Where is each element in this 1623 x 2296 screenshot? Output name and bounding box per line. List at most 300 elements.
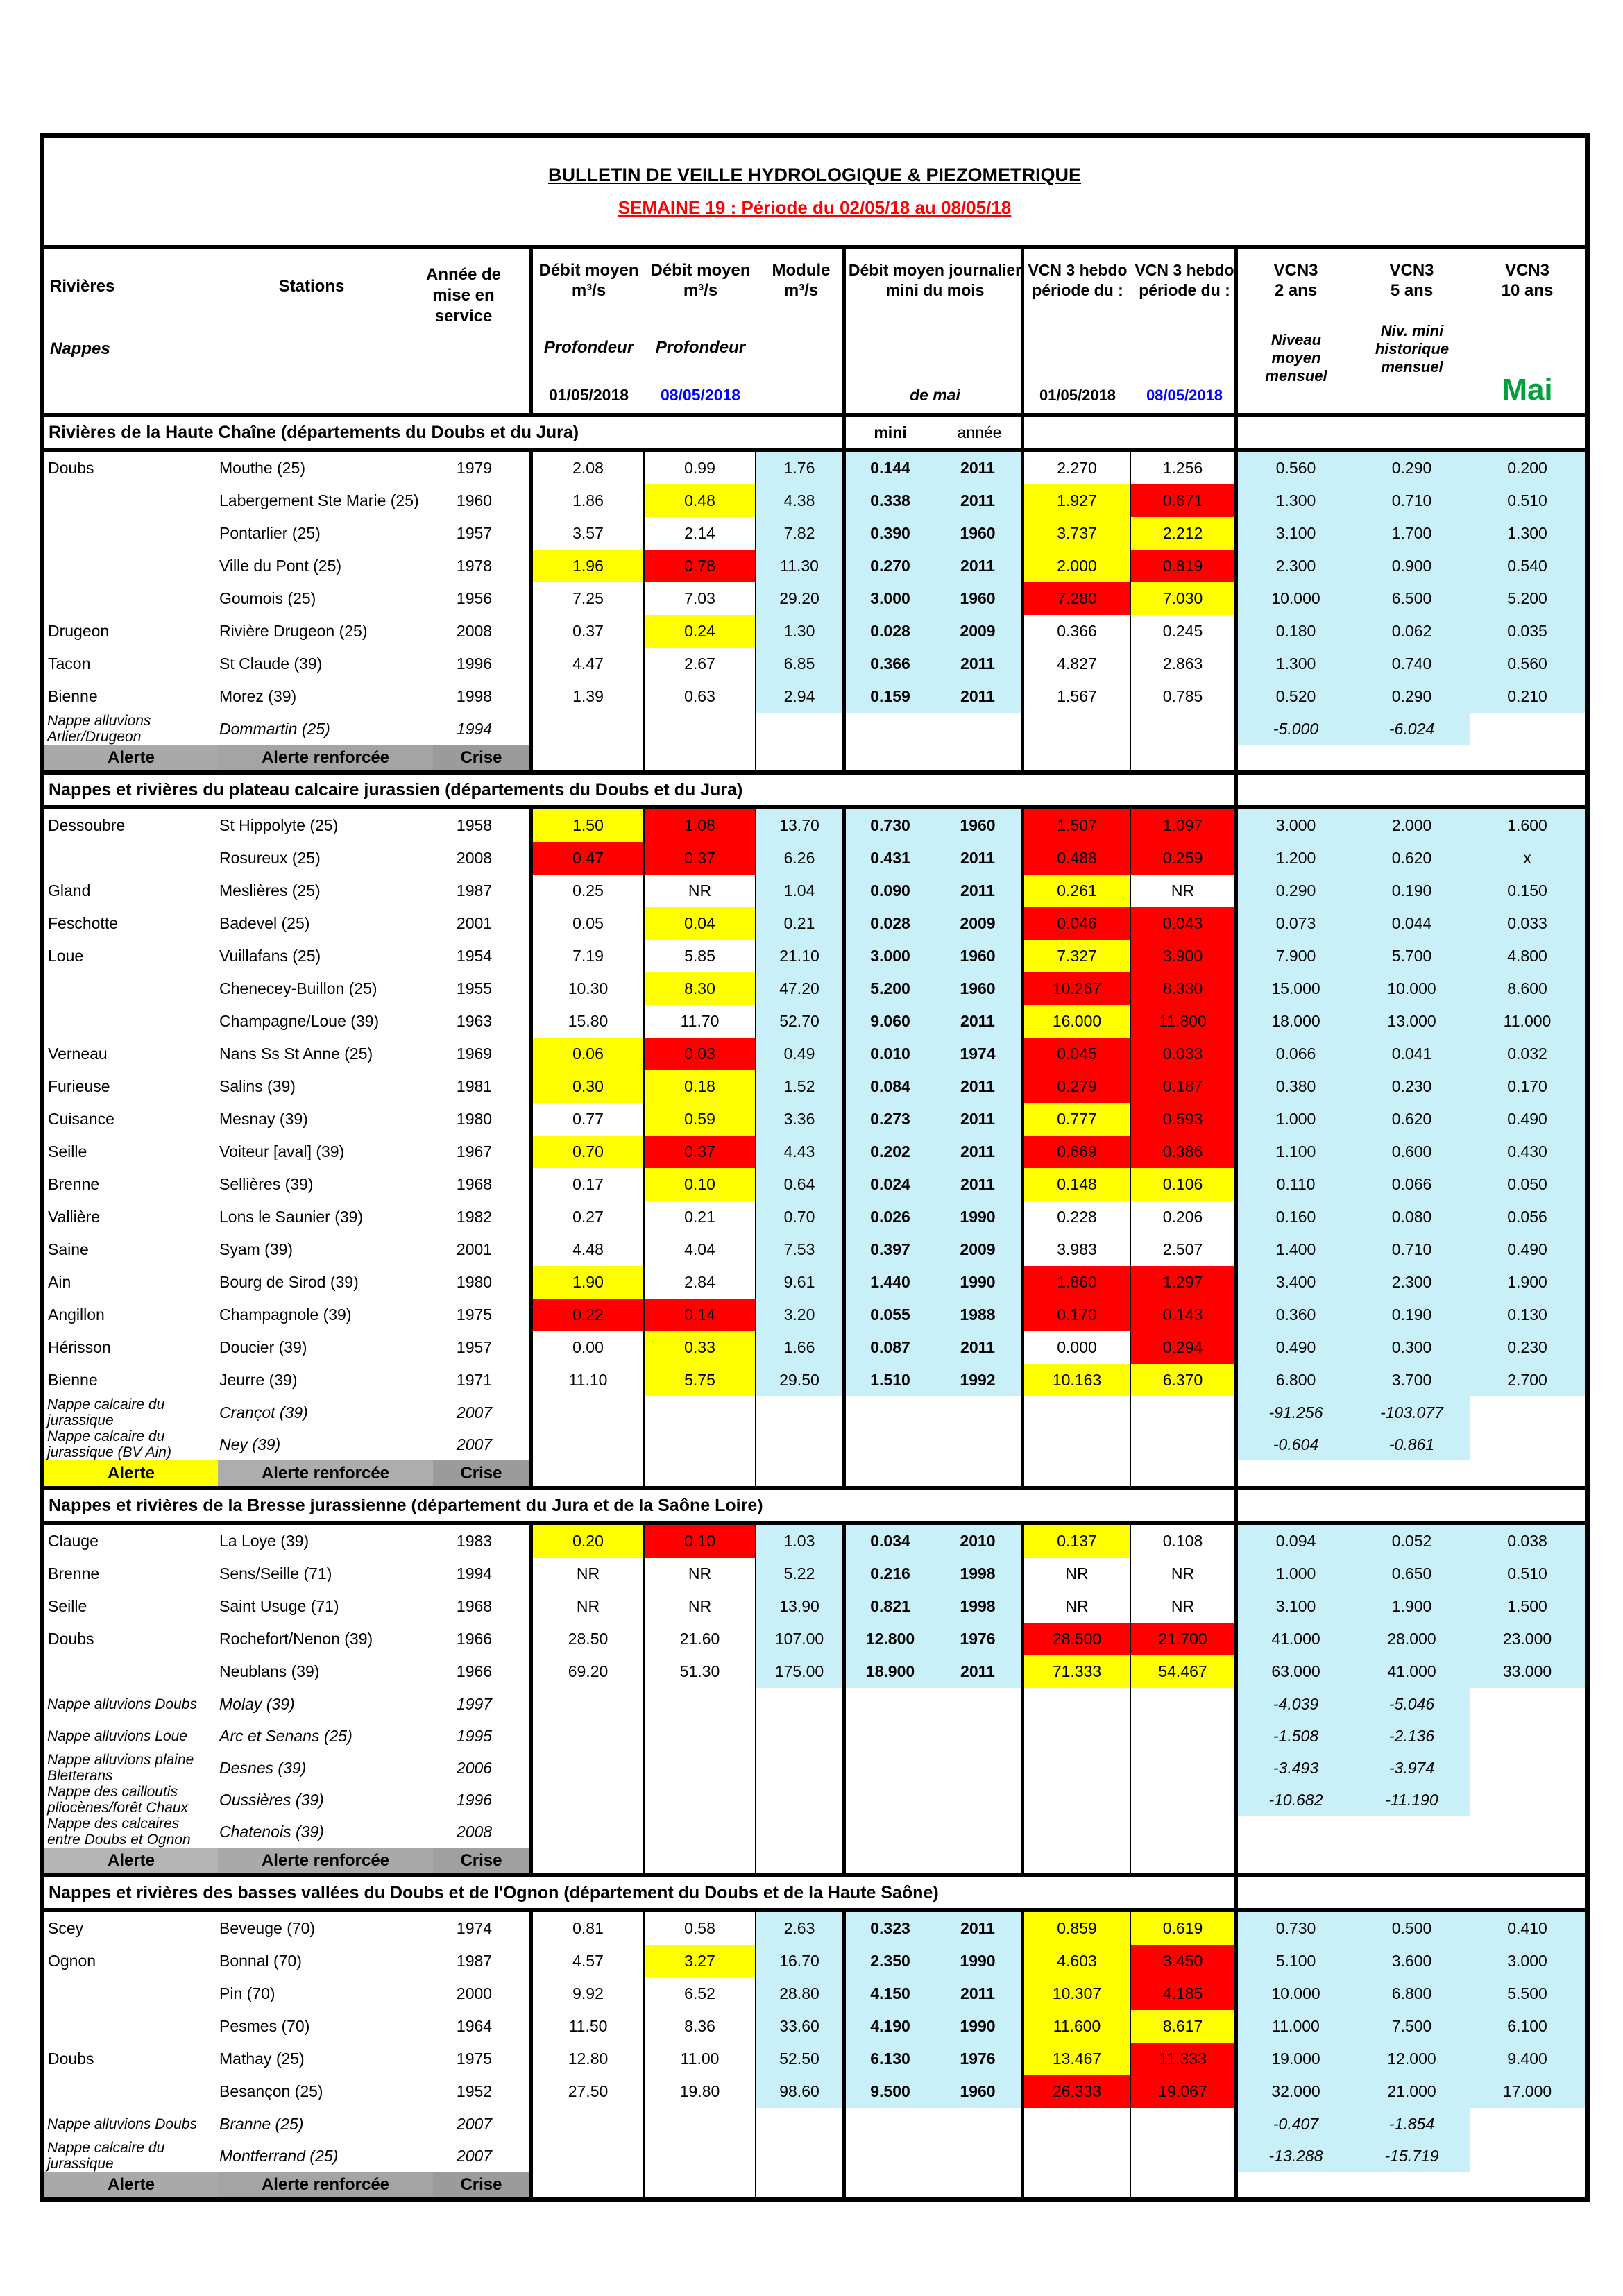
vcn3-hebdo-0805 [1131, 2140, 1238, 2172]
riviere-name: Ognon [48, 1952, 96, 1970]
debit-mini-mois: 0.024 [846, 1168, 935, 1201]
debit-moyen-0805: NR [645, 875, 756, 907]
profondeur-0105 [533, 1752, 645, 1784]
module-value: 1.04 [756, 875, 846, 907]
riviere-name: Doubs [48, 2050, 94, 2068]
vcn3-10ans: 3.000 [1470, 1945, 1585, 1977]
niv-mini-historique: -2.136 [1354, 1720, 1470, 1752]
profondeur-0105 [533, 1396, 645, 1428]
debit-mini-mois: 0.202 [846, 1136, 935, 1168]
section-band [44, 1877, 1585, 1912]
vcn3-hebdo-0105: 0.046 [1024, 907, 1131, 940]
annee-mise-en-service: 2007 [419, 2108, 533, 2140]
station-name: Chenecey-Buillon (25) [219, 979, 377, 997]
table-row-river [44, 615, 1585, 648]
vcn3-5ans: 0.740 [1354, 648, 1470, 680]
vcn3-5ans: 7.500 [1354, 2010, 1470, 2043]
vcn3-hebdo-0805 [1131, 1816, 1238, 1848]
module-value: 7.82 [756, 517, 846, 550]
module-cell [756, 1816, 846, 1848]
station-name: Beveuge (70) [219, 1919, 316, 1937]
vcn3-10ans: 0.410 [1470, 1912, 1585, 1945]
station-name: Pesmes (70) [219, 2017, 310, 2035]
vcn3-hebdo-0805: 2.212 [1131, 517, 1238, 550]
vcn3-5ans: 0.041 [1354, 1038, 1470, 1070]
vcn3-2ans: 5.100 [1238, 1945, 1354, 1977]
vcn3-2ans: 0.560 [1238, 452, 1354, 484]
station-name: La Loye (39) [219, 1532, 309, 1550]
vcn3-hebdo-0805: 1.256 [1131, 452, 1238, 484]
debit-mini-mois: 18.900 [846, 1655, 935, 1688]
vcn3-10ans [1470, 1752, 1585, 1784]
debit-mini-annee: 1960 [935, 517, 1024, 550]
vcn3-2ans: 0.180 [1238, 615, 1354, 648]
debit-mini-mois: 0.159 [846, 680, 935, 713]
debit-moyen-0805: 0.14 [645, 1299, 756, 1331]
module-value: 29.20 [756, 582, 846, 615]
annee-mise-en-service: 1982 [419, 1201, 533, 1233]
header-vcn-hebdo-group [1024, 249, 1238, 413]
table-row-nappe [44, 1752, 1585, 1784]
table-row-river [44, 842, 1585, 875]
debit-mini-annee: 1960 [935, 972, 1024, 1005]
mini-cell [846, 1784, 935, 1816]
legend-filler-4 [846, 745, 1024, 770]
vcn3-5ans: 0.080 [1354, 1201, 1470, 1233]
debit-moyen-0805: 11.00 [645, 2043, 756, 2075]
table-row-nappe [44, 1784, 1585, 1816]
riviere-name: Seille [48, 1597, 87, 1615]
legend-crise: Crise [433, 745, 533, 770]
legend-filler-5 [1024, 745, 1131, 770]
vcn3-2ans: 3.100 [1238, 1590, 1354, 1623]
profondeur-0805 [645, 1784, 756, 1816]
vcn3-2ans: 0.360 [1238, 1299, 1354, 1331]
vcn3-hebdo-0105: 1.507 [1024, 809, 1131, 842]
vcn3-10ans: 0.230 [1470, 1331, 1585, 1364]
vcn3-10ans: 0.210 [1470, 680, 1585, 713]
riviere-name [44, 972, 204, 1005]
debit-mini-mois: 1.510 [846, 1364, 935, 1396]
vcn3-hebdo-0105: 28.500 [1024, 1623, 1131, 1655]
vcn3-2ans: 1.100 [1238, 1136, 1354, 1168]
vcn3-2ans: 1.400 [1238, 1233, 1354, 1266]
debit-mini-mois: 0.821 [846, 1590, 935, 1623]
debit-mini-annee: 2011 [935, 842, 1024, 875]
mini-annee-cell [935, 2108, 1024, 2140]
station-name: Oussières (39) [219, 1790, 324, 1809]
table-row-river [44, 582, 1585, 615]
nappe-label: Nappe des cailloutis pliocènes/forêt Chaux [47, 1784, 189, 1816]
vcn3-hebdo-0105: 2.000 [1024, 550, 1131, 582]
vcn3-10ans: 2.700 [1470, 1364, 1585, 1396]
vcn3-hebdo-0805 [1131, 1428, 1238, 1460]
annee-mise-en-service: 1994 [419, 713, 533, 745]
station-name: Saint Usuge (71) [219, 1597, 339, 1615]
station-name: Salins (39) [219, 1077, 296, 1095]
annee-mise-en-service: 1987 [419, 875, 533, 907]
vcn3-hebdo-0805: 2.863 [1131, 648, 1238, 680]
module-cell [756, 1720, 846, 1752]
legend-alerte: Alerte [44, 1848, 218, 1873]
vcn3-hebdo-0105: 0.488 [1024, 842, 1131, 875]
module-value: 1.52 [756, 1070, 846, 1103]
debit-moyen-0805: 0.04 [645, 907, 756, 940]
riviere-name: Scey [48, 1919, 84, 1937]
station-name: Lons le Saunier (39) [219, 1208, 364, 1226]
vcn3-5ans: 3.700 [1354, 1364, 1470, 1396]
legend-filler-1 [533, 2172, 645, 2197]
debit-moyen-0105: NR [533, 1590, 645, 1623]
debit-moyen-0105: 0.37 [533, 615, 645, 648]
legend-alerte-renforcee: Alerte renforcée [218, 1460, 433, 1486]
header-debit-moyen-1: Débit moyen m³/s [538, 261, 639, 300]
legend-filler-4 [846, 1460, 1024, 1486]
legend-filler-7 [1238, 1848, 1585, 1873]
debit-moyen-0105: 27.50 [533, 2075, 645, 2108]
debit-moyen-0805: 2.67 [645, 648, 756, 680]
legend-filler-7 [1238, 2172, 1585, 2197]
riviere-name: Verneau [48, 1045, 108, 1063]
annee-mise-en-service: 1968 [419, 1168, 533, 1201]
vcn3-hebdo-0105: NR [1024, 1558, 1131, 1590]
annee-mise-en-service: 1975 [419, 1299, 533, 1331]
header-profondeur-1: Profondeur [543, 338, 634, 357]
riviere-name [44, 1005, 204, 1038]
module-value: 0.21 [756, 907, 846, 940]
legend-filler-3 [756, 745, 846, 770]
mini-annee-cell [935, 1784, 1024, 1816]
legend-alerte-renforcee: Alerte renforcée [218, 2172, 433, 2197]
module-value: 1.30 [756, 615, 846, 648]
niv-mini-historique: -103.077 [1354, 1396, 1470, 1428]
vcn3-hebdo-0105: 0.000 [1024, 1331, 1131, 1364]
nappe-label: Nappe alluvions Doubs [47, 1696, 197, 1712]
module-cell [756, 1396, 846, 1428]
station-name: Neublans (39) [219, 1662, 320, 1680]
annee-mise-en-service: 2006 [419, 1752, 533, 1784]
vcn3-hebdo-0105: 0.137 [1024, 1525, 1131, 1558]
vcn3-hebdo-0805: 0.259 [1131, 842, 1238, 875]
module-value: 28.80 [756, 1977, 846, 2010]
module-value: 1.03 [756, 1525, 846, 1558]
legend-filler-6 [1131, 745, 1238, 770]
section-band [44, 1490, 1585, 1525]
legend-row [44, 1848, 1585, 1873]
header-vcn3-10ans: VCN3 10 ans [1501, 261, 1554, 300]
vcn3-hebdo-0105 [1024, 1428, 1131, 1460]
debit-moyen-0805: 0.37 [645, 842, 756, 875]
vcn3-hebdo-0105: 10.267 [1024, 972, 1131, 1005]
annee-mise-en-service: 2001 [419, 907, 533, 940]
module-value: 33.60 [756, 2010, 846, 2043]
vcn3-10ans: x [1470, 842, 1585, 875]
debit-moyen-0105: 12.80 [533, 2043, 645, 2075]
module-cell [756, 1428, 846, 1460]
legend-alerte: Alerte [44, 2172, 218, 2197]
mini-cell [846, 2108, 935, 2140]
vcn3-5ans: 0.044 [1354, 907, 1470, 940]
vcn3-5ans: 6.800 [1354, 1977, 1470, 2010]
riviere-name: Brenne [48, 1175, 100, 1193]
debit-moyen-0805: 51.30 [645, 1655, 756, 1688]
debit-mini-mois: 6.130 [846, 2043, 935, 2075]
vcn3-10ans: 1.500 [1470, 1590, 1585, 1623]
vcn3-hebdo-0805: 8.617 [1131, 2010, 1238, 2043]
mini-annee-cell [935, 1816, 1024, 1848]
nappe-label: Nappe alluvions Loue [47, 1728, 187, 1744]
debit-moyen-0105: 0.20 [533, 1525, 645, 1558]
band-mini-annee-cell [846, 417, 1024, 448]
vcn3-5ans: 21.000 [1354, 2075, 1470, 2108]
module-cell [756, 2140, 846, 2172]
mini-cell [846, 1752, 935, 1784]
vcn3-hebdo-0805: 4.185 [1131, 1977, 1238, 2010]
station-name: Mesnay (39) [219, 1110, 308, 1128]
vcn3-2ans: 0.520 [1238, 680, 1354, 713]
legend-filler-2 [645, 1460, 756, 1486]
table-row-river [44, 452, 1585, 484]
debit-moyen-0805: 0.58 [645, 1912, 756, 1945]
vcn3-10ans [1470, 2140, 1585, 2172]
debit-moyen-0805: 0.21 [645, 1201, 756, 1233]
vcn3-10ans: 0.430 [1470, 1136, 1585, 1168]
riviere-name: Hérisson [48, 1338, 111, 1356]
vcn3-10ans: 0.490 [1470, 1103, 1585, 1136]
band-empty-2 [1238, 417, 1585, 448]
debit-moyen-0105: 0.47 [533, 842, 645, 875]
profondeur-0805 [645, 2140, 756, 2172]
vcn3-2ans: 0.073 [1238, 907, 1354, 940]
band-label-annee: année [957, 423, 1002, 441]
annee-mise-en-service: 2007 [419, 1396, 533, 1428]
niveau-moyen-mensuel: -3.493 [1238, 1752, 1354, 1784]
table-row-river [44, 1005, 1585, 1038]
vcn3-2ans: 18.000 [1238, 1005, 1354, 1038]
legend-filler-4 [846, 1848, 1024, 1873]
debit-mini-annee: 2011 [935, 1070, 1024, 1103]
debit-mini-mois: 0.730 [846, 809, 935, 842]
vcn3-hebdo-0105: 26.333 [1024, 2075, 1131, 2108]
mini-cell [846, 713, 935, 745]
profondeur-0105 [533, 1428, 645, 1460]
vcn3-hebdo-0805: 2.507 [1131, 1233, 1238, 1266]
vcn3-10ans: 0.200 [1470, 452, 1585, 484]
section-3 [44, 1486, 1585, 1873]
nappe-label: Nappe calcaire du jurassique [47, 1396, 165, 1428]
debit-mini-mois: 0.010 [846, 1038, 935, 1070]
annee-mise-en-service: 1971 [419, 1364, 533, 1396]
vcn3-10ans: 23.000 [1470, 1623, 1585, 1655]
table-row-nappe [44, 2108, 1585, 2140]
title-band [44, 138, 1585, 249]
niv-mini-historique [1354, 1816, 1470, 1848]
nappe-label: Nappe alluvions Arlier/Drugeon [47, 713, 151, 745]
band-empty [1238, 775, 1585, 805]
vcn3-10ans: 0.038 [1470, 1525, 1585, 1558]
station-name: Pin (70) [219, 1984, 275, 2002]
vcn3-hebdo-0105 [1024, 1752, 1131, 1784]
vcn3-10ans: 1.600 [1470, 809, 1585, 842]
annee-mise-en-service: 2007 [419, 1428, 533, 1460]
legend-crise: Crise [433, 2172, 533, 2197]
vcn3-5ans: 0.290 [1354, 680, 1470, 713]
vcn3-2ans: 0.110 [1238, 1168, 1354, 1201]
vcn3-hebdo-0105: 1.860 [1024, 1266, 1131, 1299]
annee-mise-en-service: 2001 [419, 1233, 533, 1266]
vcn3-2ans: 7.900 [1238, 940, 1354, 972]
profondeur-0805 [645, 1752, 756, 1784]
debit-mini-mois: 0.338 [846, 484, 935, 517]
table-row-river [44, 550, 1585, 582]
vcn3-10ans: 0.150 [1470, 875, 1585, 907]
module-value: 6.85 [756, 648, 846, 680]
debit-mini-annee: 2011 [935, 1136, 1024, 1168]
niveau-moyen-mensuel: -0.604 [1238, 1428, 1354, 1460]
vcn3-hebdo-0105: 4.603 [1024, 1945, 1131, 1977]
debit-mini-annee: 1976 [935, 2043, 1024, 2075]
annee-mise-en-service: 1980 [419, 1266, 533, 1299]
vcn3-2ans: 1.300 [1238, 484, 1354, 517]
debit-moyen-0105: 11.10 [533, 1364, 645, 1396]
legend-alerte-renforcee: Alerte renforcée [218, 1848, 433, 1873]
legend-filler-4 [846, 2172, 1024, 2197]
header-vcn-date-0105: 01/05/2018 [1039, 387, 1116, 404]
module-value: 13.90 [756, 1590, 846, 1623]
vcn3-10ans: 5.200 [1470, 582, 1585, 615]
band-label-mini: mini [874, 423, 907, 441]
vcn3-hebdo-0805: 6.370 [1131, 1364, 1238, 1396]
legend-alerte-renforcee: Alerte renforcée [218, 745, 433, 770]
mini-annee-cell [935, 1396, 1024, 1428]
table-row-river [44, 1266, 1585, 1299]
debit-moyen-0105: 0.25 [533, 875, 645, 907]
table-row-river [44, 1168, 1585, 1201]
vcn3-hebdo-0805: 0.187 [1131, 1070, 1238, 1103]
module-value: 1.76 [756, 452, 846, 484]
profondeur-0805 [645, 1720, 756, 1752]
debit-moyen-0105: 10.30 [533, 972, 645, 1005]
station-name: Pontarlier (25) [219, 524, 321, 542]
module-value: 1.66 [756, 1331, 846, 1364]
debit-mini-mois: 3.000 [846, 582, 935, 615]
vcn3-hebdo-0105: 0.170 [1024, 1299, 1131, 1331]
table-row-river [44, 1299, 1585, 1331]
profondeur-0805 [645, 1428, 756, 1460]
niv-mini-historique: -11.190 [1354, 1784, 1470, 1816]
debit-moyen-0805: 8.36 [645, 2010, 756, 2043]
debit-mini-mois: 0.087 [846, 1331, 935, 1364]
debit-mini-mois: 0.397 [846, 1233, 935, 1266]
header-de-mai: de mai [910, 386, 960, 404]
annee-mise-en-service: 1987 [419, 1945, 533, 1977]
profondeur-0105 [533, 2140, 645, 2172]
vcn3-hebdo-0805: 3.450 [1131, 1945, 1238, 1977]
debit-mini-annee: 1960 [935, 2075, 1024, 2108]
legend-filler-5 [1024, 1460, 1131, 1486]
profondeur-0105 [533, 1688, 645, 1720]
module-value: 52.70 [756, 1005, 846, 1038]
vcn3-2ans: 0.160 [1238, 1201, 1354, 1233]
debit-moyen-0105: 1.96 [533, 550, 645, 582]
vcn3-5ans: 0.500 [1354, 1912, 1470, 1945]
station-name: Chatenois (39) [219, 1822, 324, 1841]
debit-moyen-0105: 4.48 [533, 1233, 645, 1266]
legend-filler-7 [1238, 745, 1585, 770]
module-value: 21.10 [756, 940, 846, 972]
vcn3-2ans: 3.100 [1238, 517, 1354, 550]
debit-mini-mois: 3.000 [846, 940, 935, 972]
annee-mise-en-service: 1963 [419, 1005, 533, 1038]
station-name: Champagnole (39) [219, 1306, 352, 1324]
annee-mise-en-service: 1974 [419, 1912, 533, 1945]
riviere-name [44, 484, 204, 517]
vcn3-2ans: 0.490 [1238, 1331, 1354, 1364]
vcn3-5ans: 2.300 [1354, 1266, 1470, 1299]
vcn3-10ans: 6.100 [1470, 2010, 1585, 2043]
band-empty-1 [1024, 417, 1238, 448]
vcn3-hebdo-0805: 0.206 [1131, 1201, 1238, 1233]
module-value: 5.22 [756, 1558, 846, 1590]
vcn3-5ans: 0.620 [1354, 842, 1470, 875]
vcn3-5ans: 5.700 [1354, 940, 1470, 972]
table-row-river [44, 1136, 1585, 1168]
riviere-name: Cuisance [48, 1110, 114, 1128]
mini-cell [846, 1428, 935, 1460]
table-row-river [44, 517, 1585, 550]
station-name: Rivière Drugeon (25) [219, 622, 368, 640]
debit-moyen-0805: 0.24 [645, 615, 756, 648]
vcn3-hebdo-0105: 0.228 [1024, 1201, 1131, 1233]
annee-mise-en-service: 1980 [419, 1103, 533, 1136]
annee-mise-en-service: 1981 [419, 1070, 533, 1103]
module-value: 7.53 [756, 1233, 846, 1266]
header-annee-service: Année de mise en service [425, 265, 502, 326]
vcn3-2ans: 1.000 [1238, 1103, 1354, 1136]
profondeur-0105 [533, 1720, 645, 1752]
header-stations: Stations [278, 277, 345, 296]
debit-mini-mois: 0.390 [846, 517, 935, 550]
debit-mini-mois: 0.270 [846, 550, 935, 582]
debit-moyen-0805: NR [645, 1558, 756, 1590]
riviere-name: Feschotte [48, 914, 118, 932]
station-name: Sens/Seille (71) [219, 1564, 332, 1582]
debit-moyen-0105: 4.57 [533, 1945, 645, 1977]
station-name: Branne (25) [219, 2114, 304, 2133]
vcn3-hebdo-0805: 0.386 [1131, 1136, 1238, 1168]
table-row-river [44, 1912, 1585, 1945]
debit-moyen-0805: 1.08 [645, 809, 756, 842]
niveau-moyen-mensuel: -4.039 [1238, 1688, 1354, 1720]
riviere-name [44, 2010, 204, 2043]
vcn3-hebdo-0805: 0.245 [1131, 615, 1238, 648]
table-row-river [44, 1364, 1585, 1396]
table-row-river [44, 1977, 1585, 2010]
vcn3-5ans: 0.190 [1354, 1299, 1470, 1331]
band-empty [1238, 1490, 1585, 1521]
annee-mise-en-service: 2008 [419, 842, 533, 875]
vcn3-hebdo-0105: 1.567 [1024, 680, 1131, 713]
debit-mini-annee: 1960 [935, 809, 1024, 842]
table-row-nappe [44, 1720, 1585, 1752]
annee-mise-en-service: 1983 [419, 1525, 533, 1558]
station-name: Rosureux (25) [219, 849, 321, 867]
vcn3-hebdo-0105 [1024, 2108, 1131, 2140]
vcn3-hebdo-0805 [1131, 1396, 1238, 1428]
debit-mini-mois: 0.144 [846, 452, 935, 484]
debit-moyen-0805: 6.52 [645, 1977, 756, 2010]
module-value: 98.60 [756, 2075, 846, 2108]
